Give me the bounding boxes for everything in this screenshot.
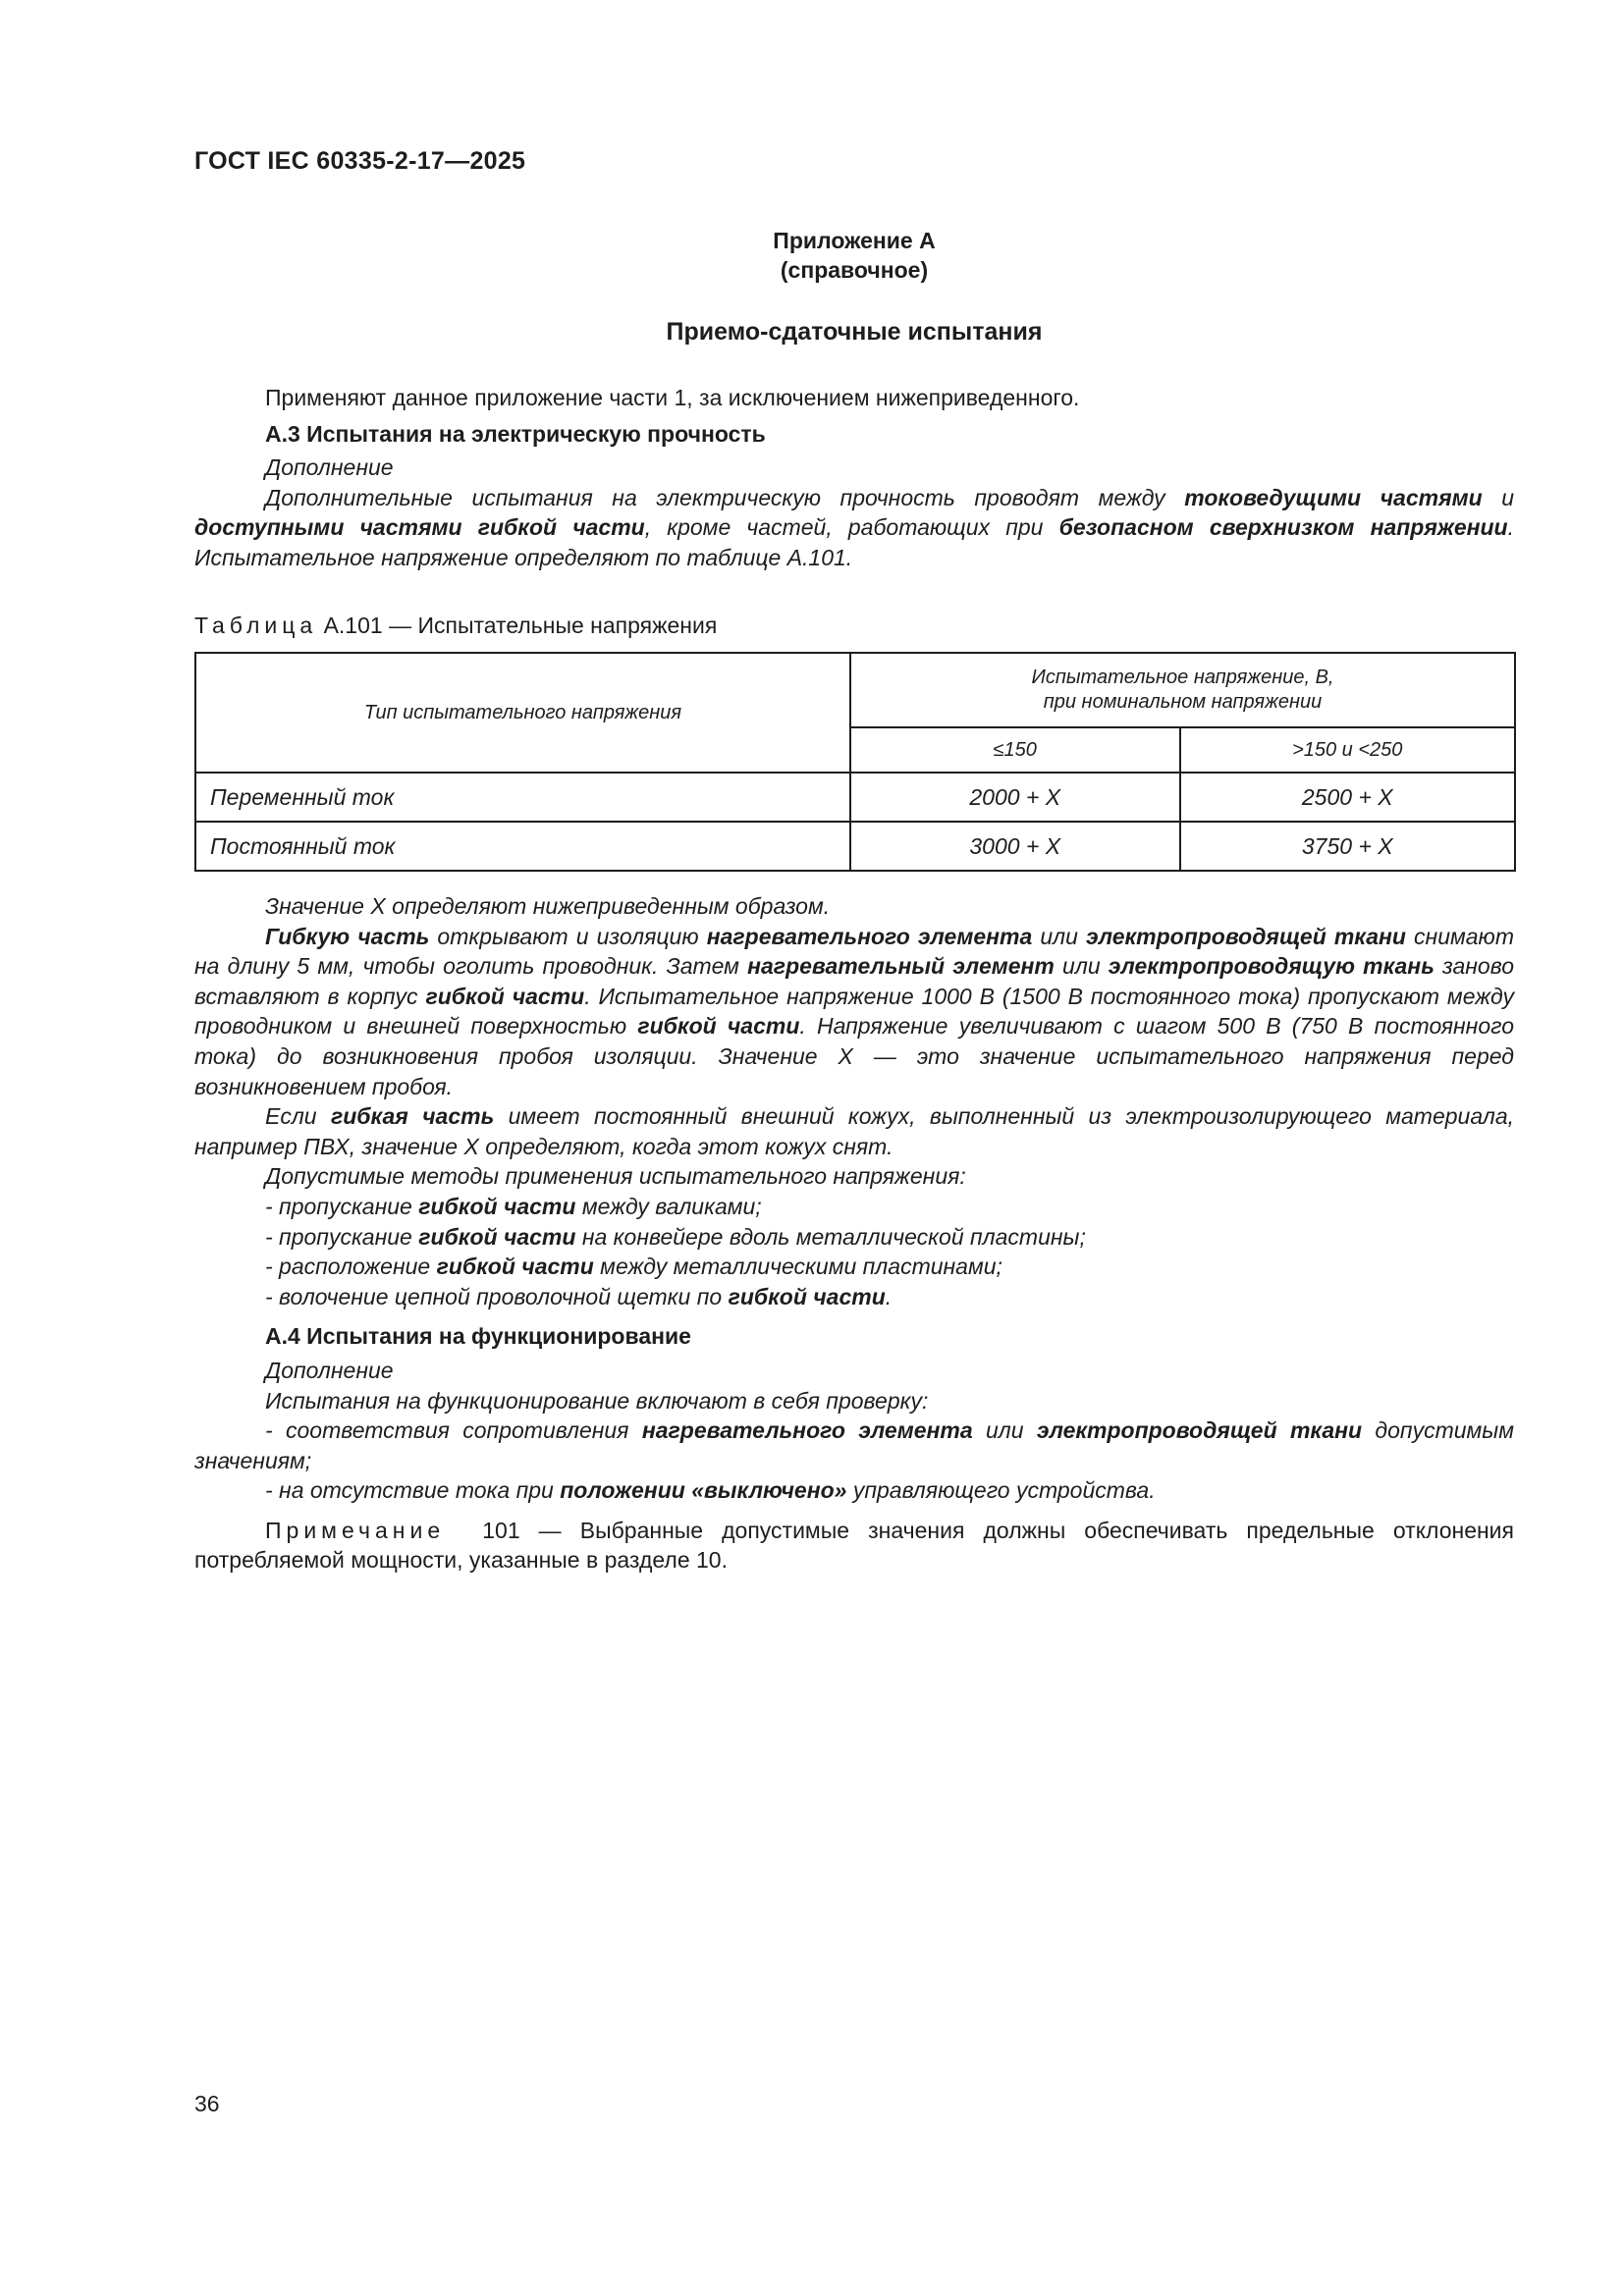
- term-bold: доступными частями гибкой части: [194, 514, 645, 541]
- after-table-text: [194, 891, 1514, 1575]
- text-run: или: [1054, 953, 1109, 980]
- annex-title: Приложение А: [773, 228, 936, 253]
- text-run: - на отсутствие тока при: [265, 1477, 561, 1504]
- text-run: Дополнительные испытания на электрическую прочность проводят между: [265, 484, 1185, 510]
- section-title: Приемо-сдаточные испытания: [666, 318, 1043, 346]
- term-bold: нагревательного элемента: [641, 1417, 973, 1444]
- a3-addition: Дополнение: [265, 454, 394, 481]
- list-item: [194, 1252, 1514, 1282]
- list-item: [194, 1222, 1514, 1253]
- header-voltage-type: Тип испытательного напряжения: [195, 653, 850, 773]
- term-bold: гибкой части: [637, 1013, 800, 1040]
- a3-paragraph: [194, 483, 1514, 573]
- text-run: между металлическими пластинами;: [593, 1254, 1002, 1280]
- text-run: на конвейере вдоль металлической пластины;: [575, 1223, 1086, 1250]
- term-bold: гибкой части: [418, 1223, 576, 1250]
- term-bold: безопасном сверхнизком напряжении: [1058, 514, 1508, 541]
- note-text: 101 — Выбранные допустимые значения должны обеспечивать предельные отклонения потребляемой мощности, указанные в разделе 10.: [194, 1517, 1514, 1574]
- row-label: Постоянный ток: [195, 822, 850, 871]
- a3-heading: А.3 Испытания на электрическую прочность: [265, 420, 766, 447]
- term-bold: токоведущими частями: [1184, 484, 1483, 510]
- text-run: - расположение: [265, 1254, 437, 1280]
- term-bold: гибкой части: [436, 1254, 594, 1280]
- header-le150: ≤150: [850, 727, 1179, 773]
- table-row: [195, 822, 1515, 871]
- a4-addition: Дополнение: [265, 1357, 394, 1383]
- text-run: между валиками;: [575, 1193, 762, 1219]
- term-bold: электропроводящей ткани: [1036, 1417, 1363, 1444]
- term-bold: гибкая часть: [330, 1103, 495, 1130]
- note-paragraph: [194, 1516, 1514, 1575]
- text-run: .: [885, 1283, 893, 1309]
- flex-part-paragraph: [194, 922, 1514, 1102]
- text-run: - пропускание: [265, 1223, 419, 1250]
- term-bold: положении «выключено»: [560, 1477, 847, 1504]
- note-prefix: Примечание: [265, 1517, 446, 1543]
- a4-check-paragraph: Испытания на функционирование включают в себя проверку:: [265, 1387, 929, 1414]
- term-bold: электропроводящую ткань: [1108, 953, 1435, 980]
- methods-paragraph: Допустимые методы применения испытательного напряжения:: [265, 1163, 966, 1190]
- list-item: [194, 1192, 1514, 1222]
- term-bold: нагревательного элемента: [706, 923, 1033, 949]
- term-bold: электропроводящей ткани: [1086, 923, 1406, 949]
- text-run: - волочение цепной проволочной щетки по: [265, 1283, 729, 1309]
- text-run: или: [972, 1417, 1037, 1444]
- table-caption-prefix: Таблица: [194, 613, 318, 638]
- test-voltage-table: [194, 652, 1516, 872]
- text-run: управляющего устройства.: [846, 1477, 1156, 1504]
- text-run: , кроме частей, работающих при: [644, 514, 1059, 541]
- text-run: . Испытательное напряжение 1000 В (1500 В постоянного тока) пропускают между проводником и внешней поверхностью: [194, 983, 1515, 1040]
- row-value: 2000 + X: [850, 773, 1179, 822]
- a4-heading: А.4 Испытания на функционирование: [265, 1323, 691, 1350]
- term-bold: Гибкую часть: [265, 923, 430, 949]
- term-bold: гибкой части: [418, 1193, 576, 1219]
- table-row: [195, 773, 1515, 822]
- section-a3: [194, 383, 1514, 573]
- text-run: - пропускание: [265, 1193, 419, 1219]
- row-value: 3000 + X: [850, 822, 1179, 871]
- page-number: 36: [194, 2091, 220, 2116]
- document-id: ГОСТ IEC 60335-2-17—2025: [194, 147, 526, 175]
- term-bold: гибкой части: [425, 983, 585, 1009]
- row-value: 2500 + X: [1180, 773, 1516, 822]
- header-150-250: >150 и <250: [1180, 727, 1516, 773]
- intro-paragraph: Применяют данное приложение части 1, за исключением нижеприведенного.: [265, 385, 1080, 410]
- list-item: [194, 1282, 1514, 1312]
- row-value: 3750 + X: [1180, 822, 1516, 871]
- term-bold: нагревательный элемент: [747, 953, 1055, 980]
- text-run: - соответствия сопротивления: [265, 1417, 642, 1444]
- list-item: [194, 1415, 1514, 1475]
- annex-subtitle: (справочное): [780, 257, 929, 283]
- text-run: Если: [265, 1103, 331, 1130]
- text-run: или: [1032, 923, 1086, 949]
- cover-paragraph: [194, 1101, 1514, 1161]
- list-item: [194, 1475, 1514, 1506]
- text-run: имеет постоянный внешний кожух, выполненный из электроизолирующего материала, например ПВХ, значение X определяют, когда этот кожух снят.: [194, 1103, 1515, 1159]
- text-run: снимают на длину 5 мм, чтобы оголить проводник. Затем: [194, 923, 1514, 980]
- text-run: . Испытательное напряжение определяют по таблице А.101.: [194, 514, 1515, 570]
- term-bold: гибкой части: [728, 1283, 886, 1309]
- annex-heading: [194, 226, 1514, 285]
- table-caption: [194, 613, 717, 639]
- row-label: Переменный ток: [195, 773, 850, 822]
- table-caption-text: А.101 — Испытательные напряжения: [323, 613, 718, 638]
- header-test-voltage: Испытательное напряжение, В, при номинальном напряжении: [850, 653, 1515, 727]
- text-run: заново вставляют в корпус: [194, 953, 1514, 1009]
- text-run: и: [1482, 484, 1514, 510]
- value-x-paragraph: Значение X определяют нижеприведенным образом.: [265, 893, 831, 919]
- text-run: открывают и изоляцию: [429, 923, 707, 949]
- document-page: [194, 0, 1514, 2296]
- text-run: допустимым значениям;: [194, 1417, 1515, 1473]
- text-run: . Напряжение увеличивают с шагом 500 В (750 В постоянного тока) до возникновения пробоя изоляции. Значение X — это значение испытательного напряжения перед возникновением пробоя.: [194, 1013, 1515, 1099]
